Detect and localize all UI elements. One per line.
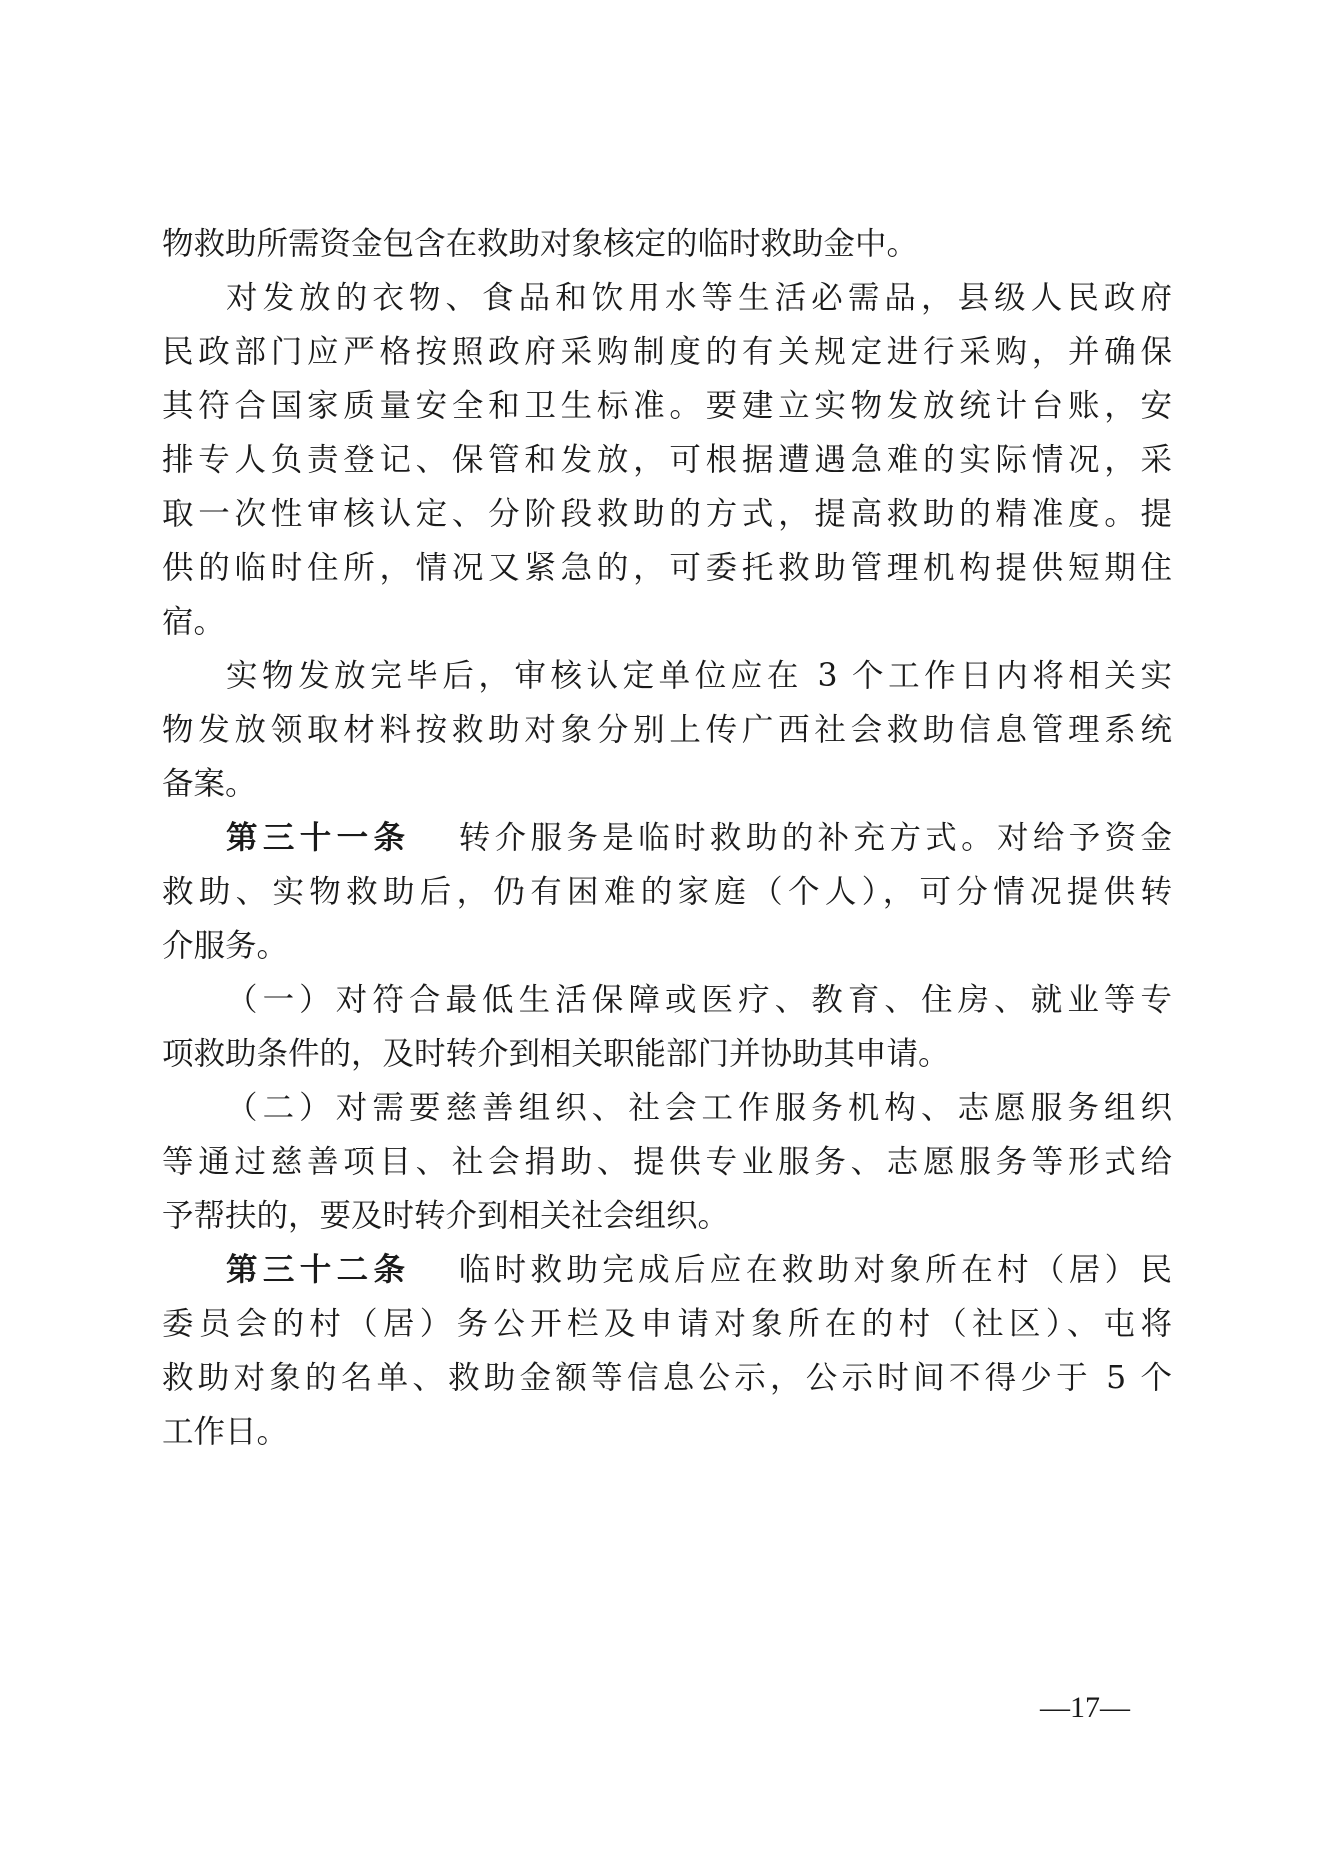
article-32-heading: 第三十二条: [226, 1252, 411, 1288]
text-line: 物发放领取材料按救助对象分别上传广西社会救助信息管理系统: [162, 712, 1172, 748]
text-line: 转介服务是临时救助的补充方式。对给予资金: [454, 820, 1172, 856]
text-line: 救助、实物救助后，仍有困难的家庭（个人），可分情况提供转: [162, 874, 1172, 910]
text-line: 备案。: [162, 766, 257, 802]
text-line: 工作日。: [162, 1414, 289, 1450]
text-line: 供的临时住所，情况又紧急的，可委托救助管理机构提供短期住: [162, 550, 1172, 586]
text-line: （一）对符合最低生活保障或医疗、教育、住房、就业等专: [226, 982, 1172, 1018]
text-line: 宿。: [162, 604, 226, 640]
text-line: 予帮扶的，要及时转介到相关社会组织。: [162, 1198, 730, 1234]
text-line: 委员会的村（居）务公开栏及申请对象所在的村（社区）、屯将: [162, 1306, 1172, 1342]
article-31-line: [226, 816, 1172, 860]
page-number: —17—: [1040, 1691, 1130, 1724]
text-line: 临时救助完成后应在救助对象所在村（居）民: [454, 1252, 1172, 1288]
text-line: 介服务。: [162, 928, 289, 964]
text-line: 项救助条件的，及时转介到相关职能部门并协助其申请。: [162, 1036, 950, 1072]
text-line: 救助对象的名单、救助金额等信息公示，公示时间不得少于 5 个: [162, 1360, 1172, 1396]
text-line: 取一次性审核认定、分阶段救助的方式，提高救助的精准度。提: [162, 496, 1172, 532]
text-line: 排专人负责登记、保管和发放，可根据遭遇急难的实际情况，采: [162, 442, 1172, 478]
text-line: 物救助所需资金包含在救助对象核定的临时救助金中。: [162, 226, 919, 262]
text-line: 对发放的衣物、食品和饮用水等生活必需品，县级人民政府: [226, 280, 1172, 316]
article-31-heading: 第三十一条: [226, 820, 411, 856]
text-line: 其符合国家质量安全和卫生标准。要建立实物发放统计台账，安: [162, 388, 1172, 424]
article-32-line: [226, 1248, 1172, 1292]
text-line: 民政部门应严格按照政府采购制度的有关规定进行采购，并确保: [162, 334, 1172, 370]
text-line: 等通过慈善项目、社会捐助、提供专业服务、志愿服务等形式给: [162, 1144, 1172, 1180]
text-line: 实物发放完毕后，审核认定单位应在 3 个工作日内将相关实: [226, 658, 1172, 694]
text-line: （二）对需要慈善组织、社会工作服务机构、志愿服务组织: [226, 1090, 1172, 1126]
